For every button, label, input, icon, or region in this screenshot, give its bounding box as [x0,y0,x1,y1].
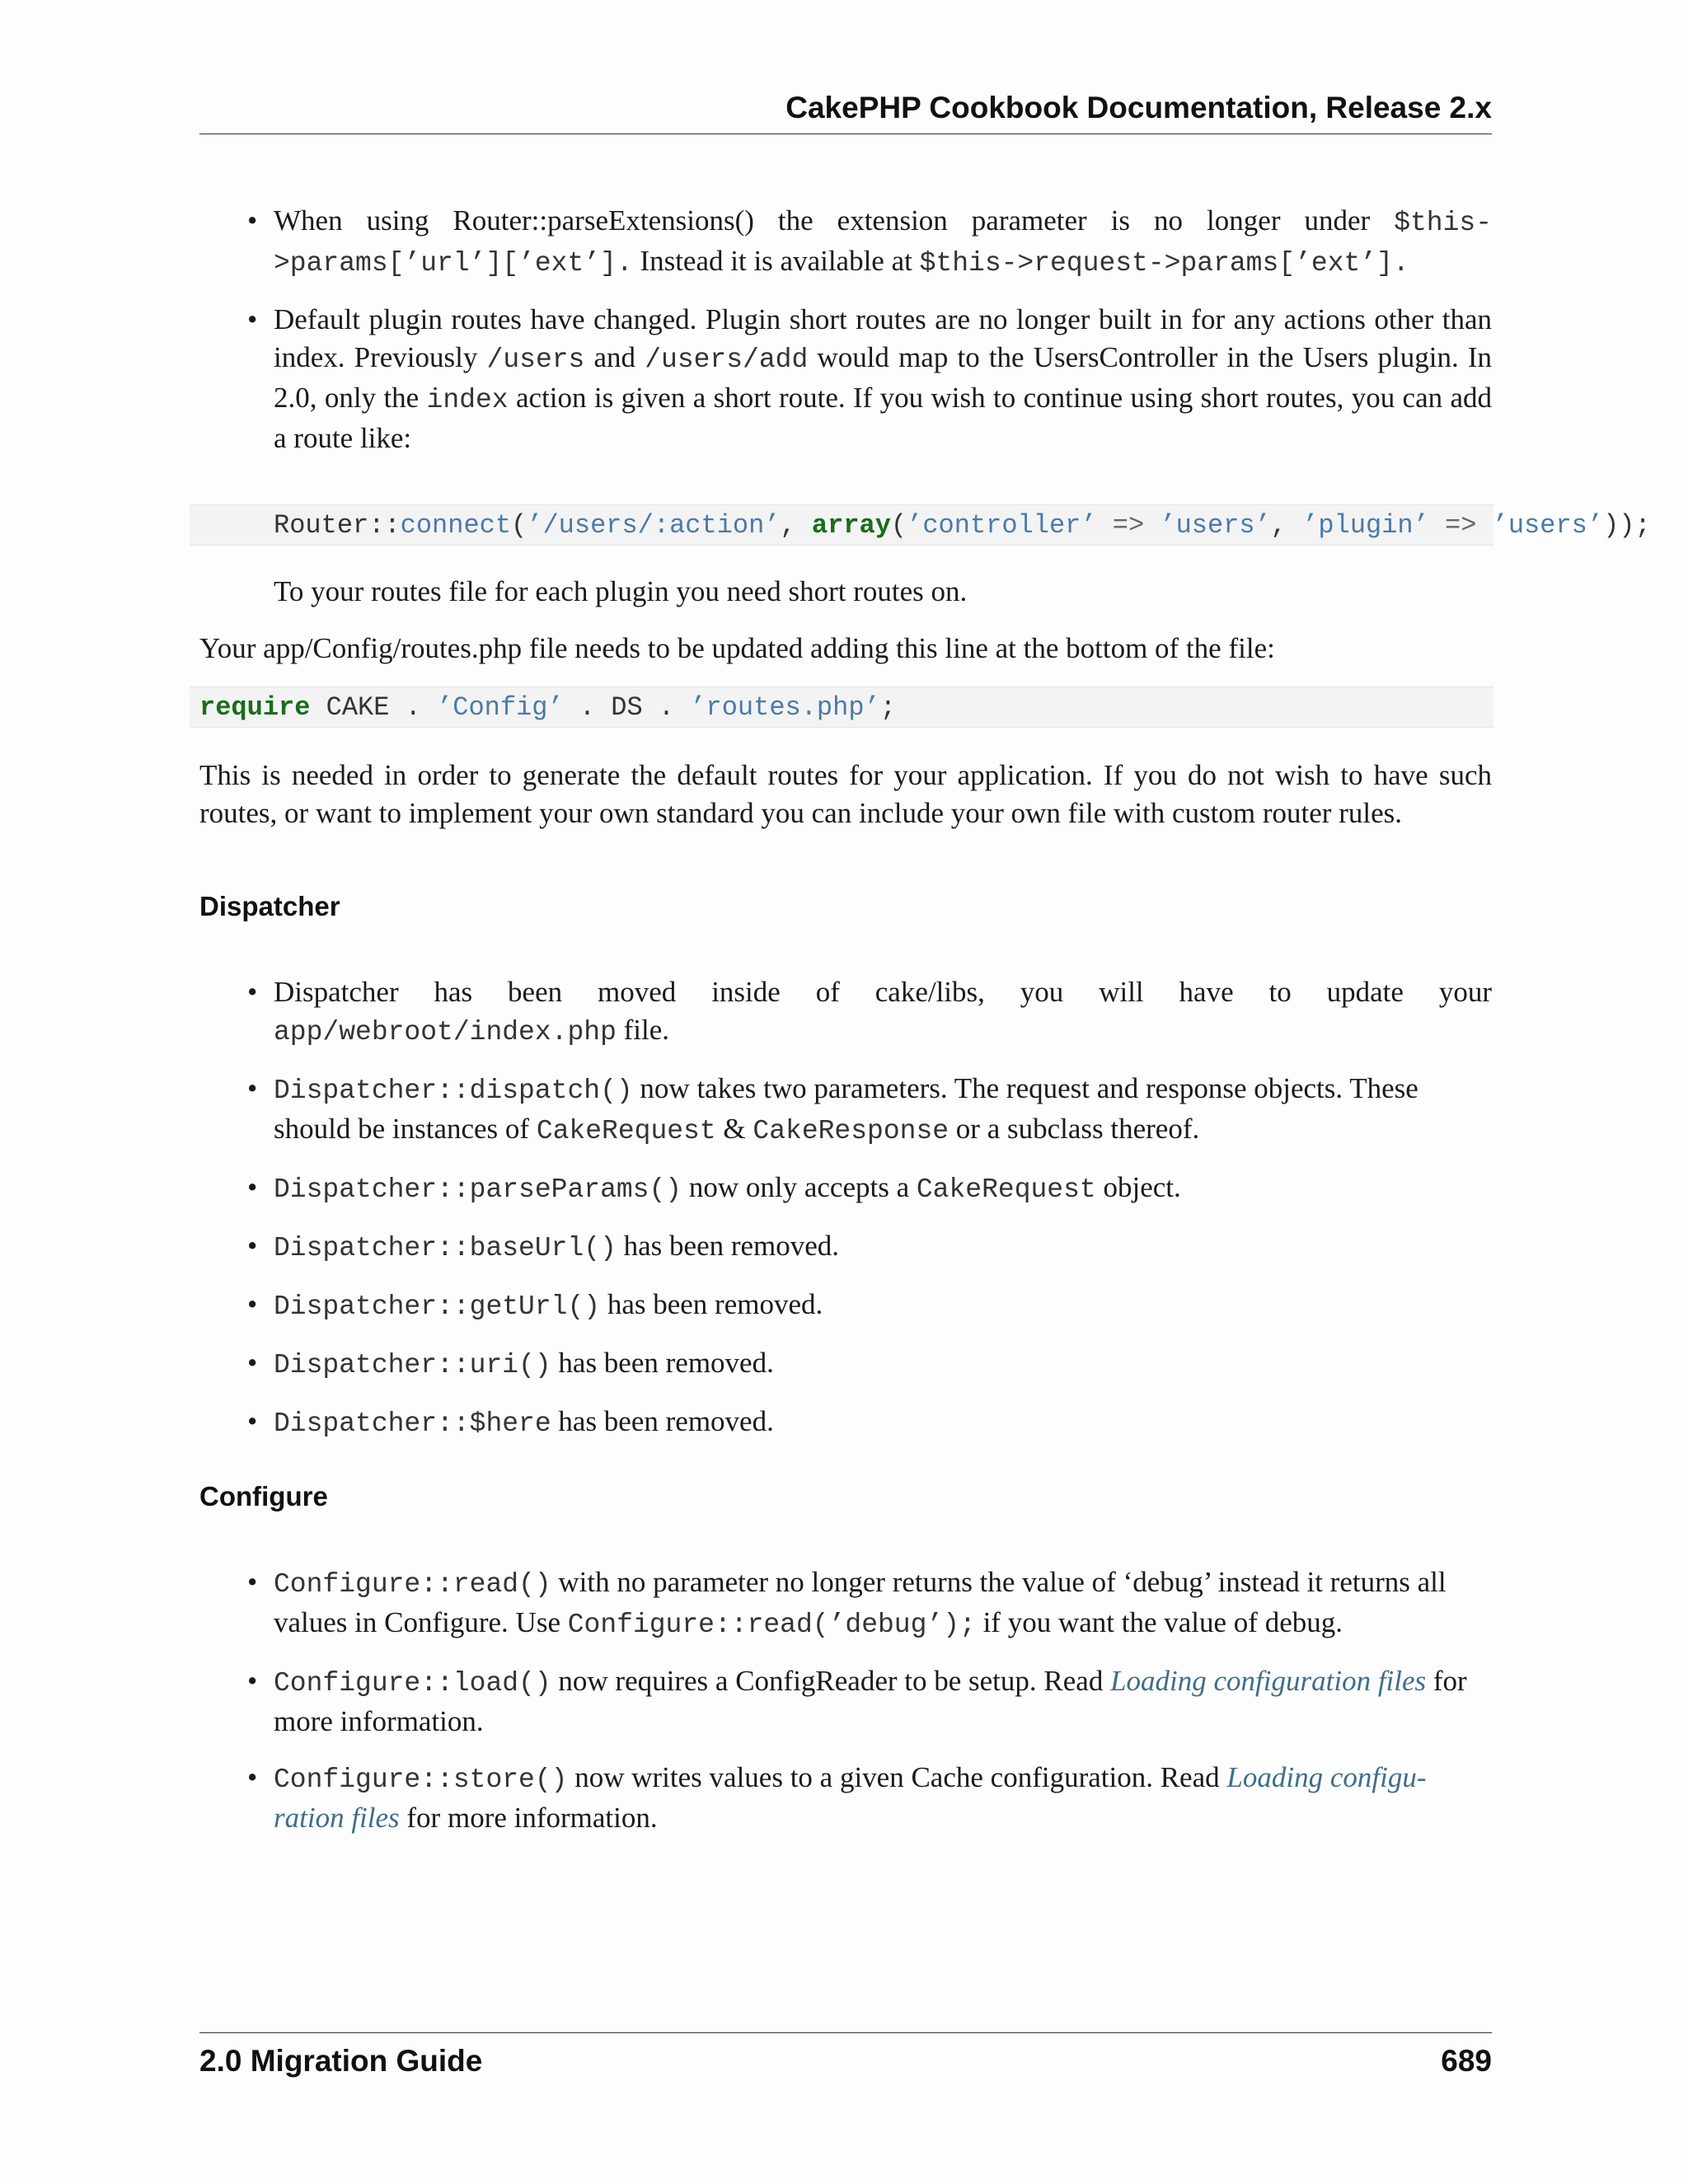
list-item: • When using Router::parseExtensions() the extension parameter is no longer under $this->params[’url’][’ext’]. Instead it is available at $this->request->params[’ext’]. [199,202,1492,283]
list-item: • Default plugin routes have changed. Plugin short routes are no longer built in for any actions other than index. Previously /users and /users/add would map to the UsersController in the Users plugin. In 2.0, only the index action is given a short route. If you wish to continue using short routes, you can add a route like: [199,301,1492,457]
default-routes-paragraph: This is needed in order to generate the default routes for your application. If you do not wish to have such routes, or want to implement your own standard you can include your own file with custom router rules. [199,759,1492,829]
bullet-icon: • [247,1288,258,1320]
bullet-icon: • [247,1072,258,1104]
bullet-icon: • [247,1665,258,1697]
list-item: • Configure::read() with no parameter no longer returns the value of ‘debug’ instead it returns all values in Configure. Use Configure::read(’debug’); if you want the value of debug. [199,1563,1492,1644]
footer-section-title: 2.0 Migration Guide [199,2044,483,2078]
loading-configuration-files-link[interactable]: Loading configuration files [1110,1665,1427,1697]
running-header: CakePHP Cookbook Documentation, Release 2.x [785,91,1492,124]
page-number: 689 [1441,2044,1492,2078]
bullet-icon: • [247,976,258,1008]
section-heading-configure: Configure [199,1481,328,1511]
configure-bullets [199,1563,1492,1855]
footer-rule [199,2032,1492,2033]
dispatcher-bullets [199,973,1492,1461]
list-item: • Configure::store() now writes values to a given Cache configuration. Read Loading configu-ration files for more information. [199,1759,1492,1837]
bullet-icon: • [247,1347,258,1379]
routes-paragraph: Your app/Config/routes.php file needs to be updated adding this line at the bottom of the file: [199,632,1275,664]
bullet-icon: • [247,1171,258,1203]
section-heading-dispatcher: Dispatcher [199,891,340,921]
code-block-router-connect: Router::connect(’/users/:action’, array(’controller’ => ’users’, ’plugin’ => ’users’)); [190,504,1493,546]
bullet-icon: • [247,1405,258,1437]
list-item: • Dispatcher has been moved inside of cake/libs, you will have to update your app/webroot/index.php file. [199,973,1492,1052]
bullet-icon: • [247,204,258,237]
document-page [199,0,1651,2184]
list-item: • Dispatcher::uri() has been removed. [199,1344,1492,1385]
loading-configuration-files-link[interactable]: Loading configu-ration files [274,1761,1427,1834]
list-item: • Configure::load() now requires a ConfigReader to be setup. Read Loading configuration files for more information. [199,1662,1492,1741]
after-code-text: To your routes file for each plugin you need short routes on. [274,575,968,607]
bullet-icon: • [247,1761,258,1793]
bullet-icon: • [247,1230,258,1262]
page-footer [199,2044,1492,2079]
code-block-require-routes: require CAKE . ’Config’ . DS . ’routes.php’; [190,687,1493,728]
bullet-icon: • [247,1566,258,1598]
list-item: • Dispatcher::$here has been removed. [199,1403,1492,1443]
list-item: • Dispatcher::dispatch() now takes two parameters. The request and response objects. These should be instances of CakeRequest & CakeResponse or a subclass thereof. [199,1070,1492,1151]
bullet-icon: • [247,303,258,335]
list-item: • Dispatcher::getUrl() has been removed. [199,1286,1492,1326]
routing-bullets [199,202,1492,476]
list-item: • Dispatcher::baseUrl() has been removed. [199,1227,1492,1268]
list-item: • Dispatcher::parseParams() now only accepts a CakeRequest object. [199,1169,1492,1209]
